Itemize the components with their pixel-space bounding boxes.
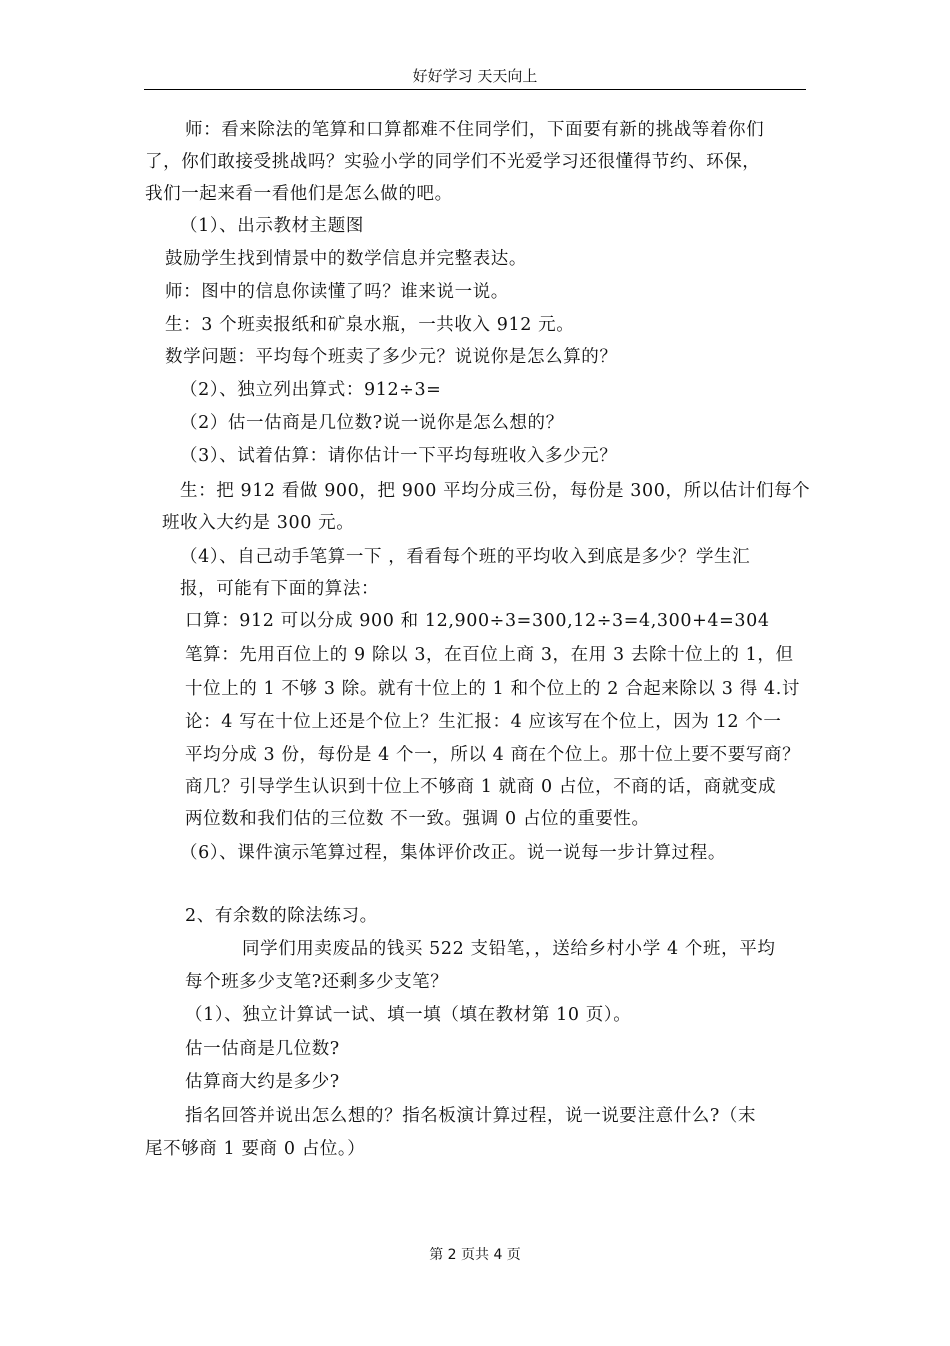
body-line: 十位上的 1 不够 3 除。就有十位上的 1 和个位上的 2 合起来除以 3 得 4.讨	[185, 679, 800, 699]
header-rule	[144, 89, 806, 90]
body-line: 指名回答并说出怎么想的？指名板演计算过程，说一说要注意什么?（末	[185, 1106, 757, 1126]
body-line: 每个班多少支笔?还剩多少支笔？	[185, 972, 449, 992]
body-line: （4）、自己动手笔算一下 ，看看每个班的平均收入到底是多少？学生汇	[180, 547, 751, 567]
section-heading: 2、有余数的除法练习。	[185, 906, 378, 926]
body-line: （1）、出示教材主题图	[180, 216, 364, 236]
body-line: （2）、独立列出算式：912÷3=	[180, 380, 442, 400]
page-header: 好好学习 天天向上	[412, 67, 538, 85]
body-line: 师：看来除法的笔算和口算都难不住同学们，下面要有新的挑战等着你们	[185, 120, 765, 140]
body-line: 估一估商是几位数?	[185, 1039, 340, 1059]
body-line: 鼓励学生找到情景中的数学信息并完整表达。	[165, 249, 527, 269]
body-line: 口算：912 可以分成 900 和 12,900÷3=300,12÷3=4,300+4=304	[185, 611, 770, 631]
body-line: 商几？引导学生认识到十位上不够商 1 就商 0 占位，不商的话，商就变成	[185, 777, 777, 797]
page-number: 第 2 页共 4 页	[429, 1247, 521, 1263]
body-line: 了，你们敢接受挑战吗？实验小学的同学们不光爱学习还很懂得节约、环保，	[145, 152, 761, 172]
body-line: （6）、课件演示笔算过程，集体评价改正。说一说每一步计算过程。	[180, 843, 726, 863]
body-line: 师：图中的信息你读懂了吗？谁来说一说。	[165, 282, 509, 302]
body-line: 生：把 912 看做 900，把 900 平均分成三份，每份是 300，所以估计们每个	[180, 481, 811, 501]
body-line: 估算商大约是多少?	[185, 1072, 340, 1092]
body-line: 班收入大约是 300 元。	[162, 513, 355, 533]
body-line: （3）、试着估算：请你估计一下平均每班收入多少元？	[180, 446, 618, 466]
body-line: 平均分成 3 份，每份是 4 个一，所以 4 商在个位上。那十位上要不要写商？	[185, 745, 801, 765]
body-line: 报，可能有下面的算法：	[180, 579, 380, 599]
body-line: （2）估一估商是几位数?说一说你是怎么想的？	[180, 413, 564, 433]
body-line: （1）、独立计算试一试、填一填（填在教材第 10 页）。	[185, 1005, 632, 1025]
body-line: 论：4 写在十位上还是个位上？生汇报：4 应该写在个位上，因为 12 个一	[185, 712, 782, 732]
body-line: 同学们用卖废品的钱买 522 支铅笔，，送给乡村小学 4 个班，平均	[242, 939, 776, 959]
body-line: 生：3 个班卖报纸和矿泉水瓶，一共收入 912 元。	[165, 315, 575, 335]
body-line: 笔算：先用百位上的 9 除以 3，在百位上商 3，在用 3 去除十位上的 1，但	[185, 645, 794, 665]
body-line: 两位数和我们估的三位数 不一致。强调 0 占位的重要性。	[185, 809, 650, 829]
body-line: 数学问题：平均每个班卖了多少元？说说你是怎么算的？	[165, 347, 618, 367]
body-line: 我们一起来看一看他们是怎么做的吧。	[145, 184, 453, 204]
body-line: 尾不够商 1 要商 0 占位。）	[145, 1139, 366, 1159]
